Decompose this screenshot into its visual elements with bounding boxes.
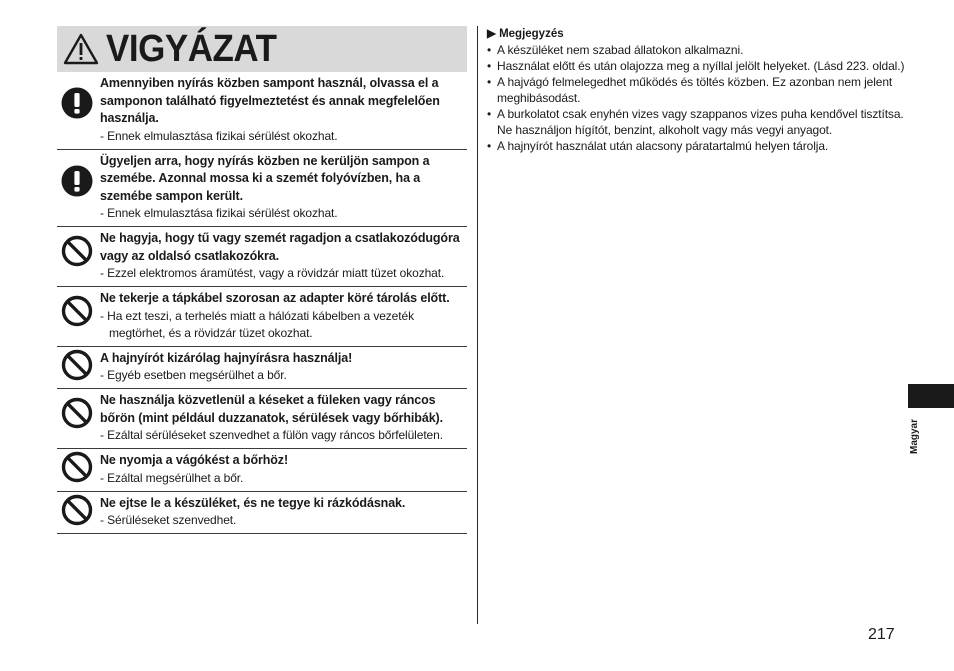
prohibition-icon — [61, 295, 93, 332]
caution-item-text: Amennyiben nyírás közben sampont használ, olvassa el a samponon található figyelmeztetést és annak megfelelően használja. — [100, 76, 440, 125]
caution-item-consequence: - Ezzel elektromos áramütést, vagy a rövidzár miatt tüzet okozhat. — [100, 266, 445, 280]
caution-item — [57, 227, 467, 287]
caution-item-text: Ügyeljen arra, hogy nyírás közben ne kerüljön sampon a szemébe. Azonnal mossa ki a szemét folyóvízben, ha a szemébe sampon került. — [100, 153, 430, 203]
caution-item-consequence: - Ezáltal sérüléseket szenvedhet a fülön vagy ráncos bőrfelületen. — [100, 428, 443, 442]
note-text: Használat előtt és után olajozza meg a nyíllal jelölt helyeket. (Lásd 223. oldal.) — [497, 59, 905, 73]
page-number: 217 — [868, 626, 895, 643]
caution-list — [57, 72, 467, 534]
language-tab — [908, 384, 954, 408]
caution-item-text: Ne tekerje a tápkábel szorosan az adapter köré tárolás előtt. — [100, 291, 450, 305]
language-label — [907, 412, 921, 460]
caution-item-consequence: - Ennek elmulasztása fizikai sérülést okozhat. — [100, 128, 338, 143]
note-text: A készüléket nem szabad állatokon alkalmazni. — [497, 43, 744, 57]
caution-item-consequence: - Sérüléseket szenvedhet. — [100, 513, 237, 527]
caution-item — [57, 347, 467, 390]
caution-item — [57, 150, 467, 228]
caution-item-text: A hajnyírót kizárólag hajnyírásra használja! — [100, 350, 353, 365]
notes-heading-text: Megjegyzés — [499, 28, 564, 40]
caution-item — [57, 449, 467, 492]
caution-item-text: Ne használja közvetlenül a késeket a füleken vagy ráncos bőrön (mint például duzzanatok, sérülések vagy bőrhibák). — [100, 393, 443, 425]
note-text: A hajnyírót használat után alacsony páratartalmú helyen tárolja. — [497, 139, 829, 153]
bullet-icon: • — [487, 59, 492, 73]
caution-item-text: Ne ejtse le a készüléket, és ne tegye ki rázkódásnak. — [100, 495, 406, 510]
column-divider — [477, 26, 478, 624]
bullet-icon: • — [487, 75, 492, 89]
note-item — [487, 42, 907, 58]
notes-list — [487, 42, 907, 154]
note-item — [487, 138, 907, 154]
notes-section — [487, 26, 907, 154]
prohibition-icon — [61, 494, 93, 531]
caution-item — [57, 72, 467, 150]
caution-item — [57, 287, 467, 347]
prohibition-icon — [61, 349, 93, 386]
caution-item — [57, 389, 467, 449]
note-item — [487, 58, 907, 74]
prohibition-icon — [61, 451, 93, 488]
caution-item-consequence: - Ennek elmulasztása fizikai sérülést okozhat. — [100, 206, 338, 220]
bullet-icon: • — [487, 43, 492, 57]
note-text: A hajvágó felmelegedhet működés és töltés közben. Ez azonban nem jelent meghibásodást. — [497, 75, 893, 105]
caution-item-text: Ne nyomja a vágókést a bőrhöz! — [100, 453, 289, 467]
note-item — [487, 106, 907, 138]
note-text: A burkolatot csak enyhén vizes vagy szappanos vizes puha kendővel tisztítsa. Ne használjon hígítót, benzint, alkoholt vagy más vegyi anyagot. — [497, 107, 904, 137]
caution-item-text: Ne hagyja, hogy tű vagy szemét ragadjon a csatlakozódugóra vagy az oldalsó csatlakozókra. — [100, 231, 460, 263]
language-label-text: Magyar — [908, 418, 920, 454]
play-marker-icon: ▶ — [487, 28, 496, 40]
prohibition-icon — [61, 397, 93, 434]
warning-triangle-icon — [62, 32, 100, 66]
caution-item-consequence: - Ezáltal megsérülhet a bőr. — [100, 470, 244, 485]
caution-item-consequence: - Ha ezt teszi, a terhelés miatt a hálózati kábelben a vezeték megtörhet, és a rövidzár tüzet okozhat. — [100, 308, 414, 340]
notes-heading — [487, 26, 907, 42]
bullet-icon: • — [487, 139, 492, 153]
caution-header — [57, 26, 467, 72]
mandatory-exclamation-icon — [61, 87, 93, 124]
bullet-icon: • — [487, 107, 492, 121]
prohibition-icon — [61, 235, 93, 272]
caution-item — [57, 492, 467, 535]
mandatory-exclamation-icon — [61, 165, 93, 202]
caution-item-consequence: - Egyéb esetben megsérülhet a bőr. — [100, 368, 287, 382]
note-item — [487, 74, 907, 106]
caution-title: VIGYÁZAT — [106, 28, 277, 70]
